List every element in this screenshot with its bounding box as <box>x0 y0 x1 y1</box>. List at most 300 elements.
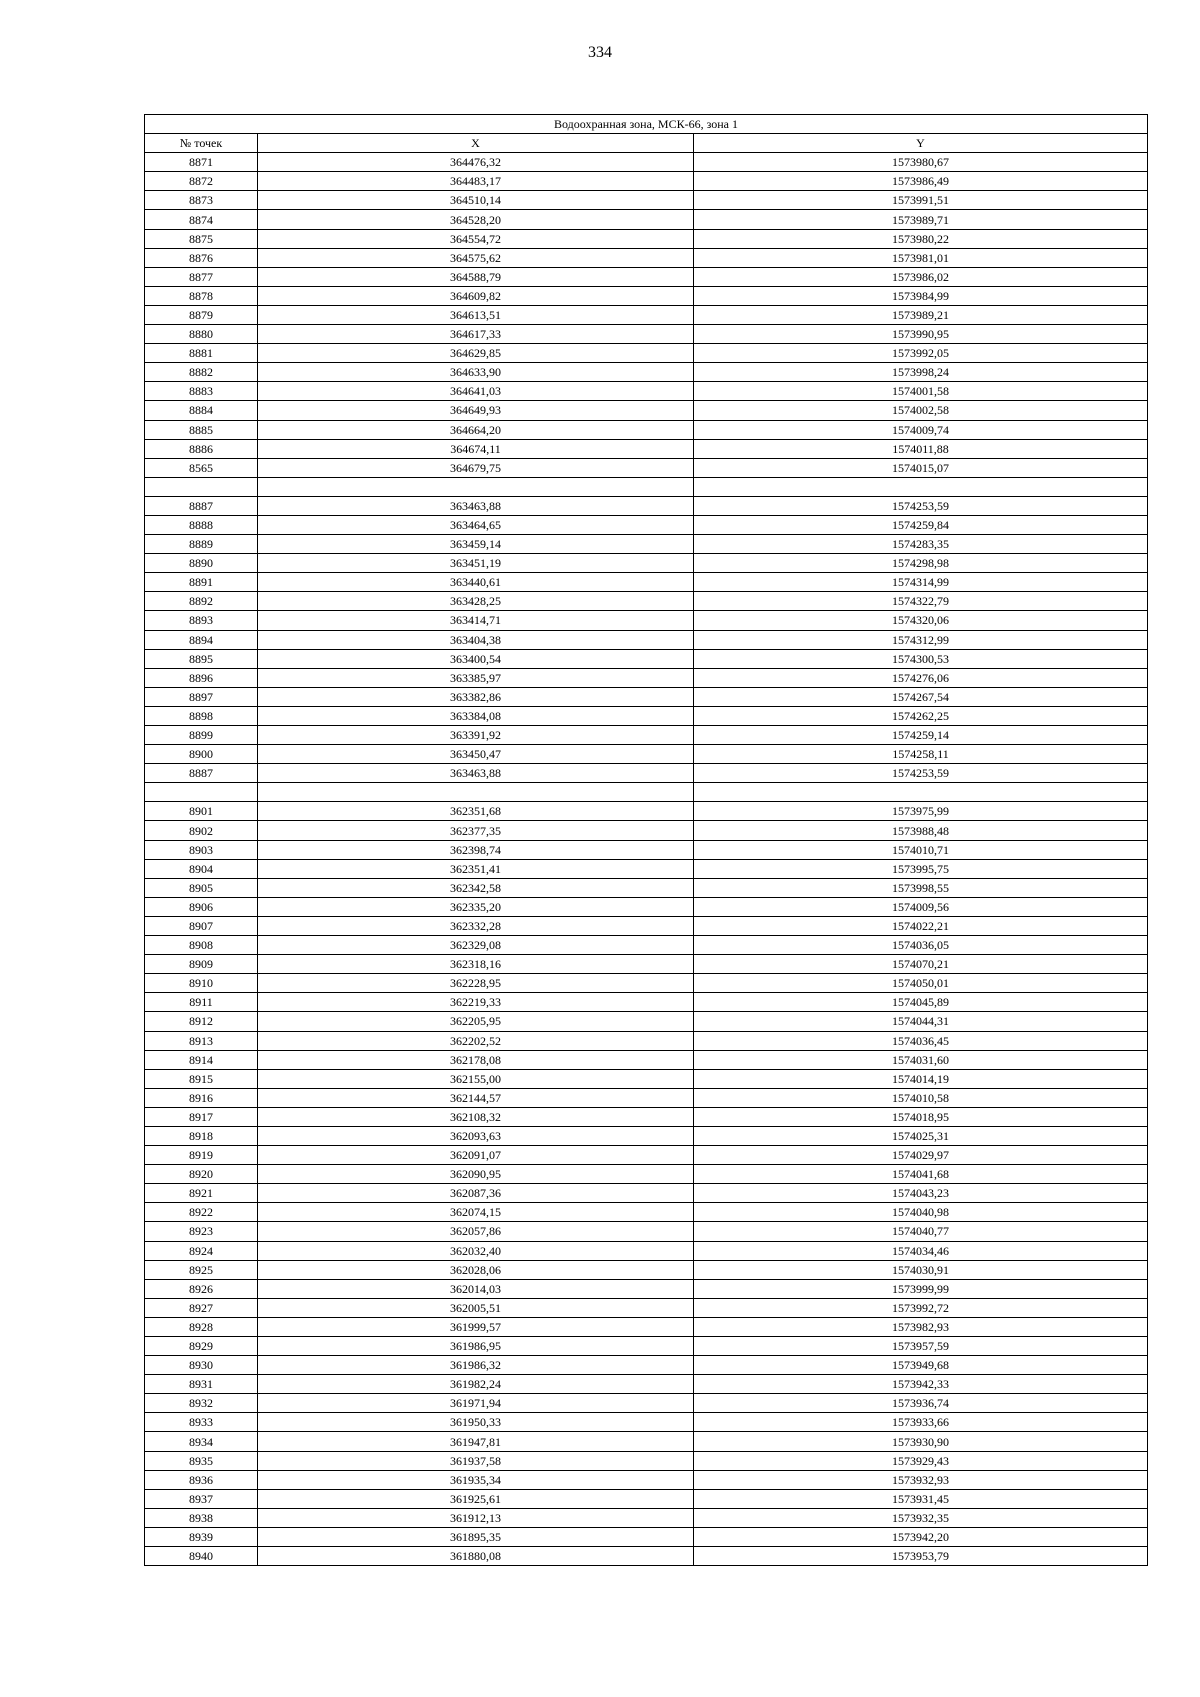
y-coordinate-cell: 1574262,25 <box>694 706 1148 725</box>
table-row <box>145 210 1148 229</box>
table-row <box>145 535 1148 554</box>
x-coordinate-cell: 364633,90 <box>258 363 694 382</box>
table-row <box>145 477 1148 496</box>
y-coordinate-cell: 1574314,99 <box>694 573 1148 592</box>
table-row <box>145 1337 1148 1356</box>
table-row <box>145 1356 1148 1375</box>
point-number-cell: 8916 <box>145 1088 258 1107</box>
x-coordinate-cell: 362202,52 <box>258 1031 694 1050</box>
table-row <box>145 955 1148 974</box>
table-row <box>145 1012 1148 1031</box>
x-coordinate-cell: 364629,85 <box>258 344 694 363</box>
y-coordinate-cell: 1573990,95 <box>694 325 1148 344</box>
x-coordinate-cell: 364613,51 <box>258 305 694 324</box>
x-coordinate-cell: 362335,20 <box>258 897 694 916</box>
table-row <box>145 554 1148 573</box>
table-row <box>145 286 1148 305</box>
y-coordinate-cell: 1573942,33 <box>694 1375 1148 1394</box>
y-coordinate-cell: 1574300,53 <box>694 649 1148 668</box>
x-coordinate-cell: 362178,08 <box>258 1050 694 1069</box>
table-row <box>145 840 1148 859</box>
x-coordinate-cell: 361935,34 <box>258 1470 694 1489</box>
y-coordinate-cell: 1573930,90 <box>694 1432 1148 1451</box>
table-row <box>145 1279 1148 1298</box>
x-coordinate-cell: 362219,33 <box>258 993 694 1012</box>
x-coordinate-cell: 363450,47 <box>258 745 694 764</box>
point-number-cell: 8881 <box>145 344 258 363</box>
x-coordinate-cell: 363414,71 <box>258 611 694 630</box>
y-coordinate-cell: 1573992,72 <box>694 1298 1148 1317</box>
column-header-x: X <box>258 134 694 153</box>
x-coordinate-cell <box>258 783 694 802</box>
x-coordinate-cell <box>258 477 694 496</box>
table-row <box>145 821 1148 840</box>
x-coordinate-cell: 362318,16 <box>258 955 694 974</box>
y-coordinate-cell: 1573933,66 <box>694 1413 1148 1432</box>
y-coordinate-cell: 1574267,54 <box>694 687 1148 706</box>
y-coordinate-cell: 1574010,71 <box>694 840 1148 859</box>
y-coordinate-cell: 1573988,48 <box>694 821 1148 840</box>
point-number-cell: 8905 <box>145 878 258 897</box>
y-coordinate-cell: 1573986,49 <box>694 172 1148 191</box>
x-coordinate-cell: 361947,81 <box>258 1432 694 1451</box>
y-coordinate-cell: 1573999,99 <box>694 1279 1148 1298</box>
x-coordinate-cell: 361895,35 <box>258 1527 694 1546</box>
y-coordinate-cell: 1574015,07 <box>694 458 1148 477</box>
x-coordinate-cell: 363440,61 <box>258 573 694 592</box>
x-coordinate-cell: 363382,86 <box>258 687 694 706</box>
x-coordinate-cell: 363463,88 <box>258 764 694 783</box>
table-row <box>145 878 1148 897</box>
point-number-cell: 8936 <box>145 1470 258 1489</box>
point-number-cell: 8879 <box>145 305 258 324</box>
x-coordinate-cell: 362228,95 <box>258 974 694 993</box>
x-coordinate-cell: 364617,33 <box>258 325 694 344</box>
point-number-cell: 8931 <box>145 1375 258 1394</box>
y-coordinate-cell: 1573953,79 <box>694 1547 1148 1566</box>
point-number-cell: 8912 <box>145 1012 258 1031</box>
point-number-cell: 8565 <box>145 458 258 477</box>
y-coordinate-cell: 1573998,55 <box>694 878 1148 897</box>
y-coordinate-cell <box>694 783 1148 802</box>
x-coordinate-cell: 364664,20 <box>258 420 694 439</box>
table-row <box>145 1317 1148 1336</box>
y-coordinate-cell: 1574036,05 <box>694 936 1148 955</box>
point-number-cell <box>145 477 258 496</box>
table-row <box>145 745 1148 764</box>
point-number-cell: 8883 <box>145 382 258 401</box>
y-coordinate-cell: 1574029,97 <box>694 1146 1148 1165</box>
table-row <box>145 1165 1148 1184</box>
x-coordinate-cell: 362014,03 <box>258 1279 694 1298</box>
x-coordinate-cell: 362087,36 <box>258 1184 694 1203</box>
y-coordinate-cell: 1574030,91 <box>694 1260 1148 1279</box>
y-coordinate-cell <box>694 477 1148 496</box>
point-number-cell: 8927 <box>145 1298 258 1317</box>
table-row <box>145 649 1148 668</box>
x-coordinate-cell: 364483,17 <box>258 172 694 191</box>
point-number-cell: 8913 <box>145 1031 258 1050</box>
table-row <box>145 1241 1148 1260</box>
x-coordinate-cell: 362342,58 <box>258 878 694 897</box>
point-number-cell <box>145 783 258 802</box>
y-coordinate-cell: 1573992,05 <box>694 344 1148 363</box>
y-coordinate-cell: 1574312,99 <box>694 630 1148 649</box>
x-coordinate-cell: 364554,72 <box>258 229 694 248</box>
y-coordinate-cell: 1574040,77 <box>694 1222 1148 1241</box>
table-row <box>145 764 1148 783</box>
table-row <box>145 783 1148 802</box>
y-coordinate-cell: 1573989,71 <box>694 210 1148 229</box>
table-row <box>145 802 1148 821</box>
y-coordinate-cell: 1573949,68 <box>694 1356 1148 1375</box>
y-coordinate-cell: 1574009,56 <box>694 897 1148 916</box>
y-coordinate-cell: 1574253,59 <box>694 764 1148 783</box>
x-coordinate-cell: 361925,61 <box>258 1489 694 1508</box>
point-number-cell: 8906 <box>145 897 258 916</box>
table-row <box>145 229 1148 248</box>
y-coordinate-cell: 1574011,88 <box>694 439 1148 458</box>
point-number-cell: 8933 <box>145 1413 258 1432</box>
column-header-point-number: № точек <box>145 134 258 153</box>
point-number-cell: 8880 <box>145 325 258 344</box>
x-coordinate-cell: 364679,75 <box>258 458 694 477</box>
x-coordinate-cell: 361986,32 <box>258 1356 694 1375</box>
x-coordinate-cell: 362377,35 <box>258 821 694 840</box>
x-coordinate-cell: 361912,13 <box>258 1508 694 1527</box>
x-coordinate-cell: 362351,68 <box>258 802 694 821</box>
point-number-cell: 8926 <box>145 1279 258 1298</box>
table-row <box>145 630 1148 649</box>
x-coordinate-cell: 362329,08 <box>258 936 694 955</box>
point-number-cell: 8914 <box>145 1050 258 1069</box>
table-row <box>145 687 1148 706</box>
x-coordinate-cell: 362028,06 <box>258 1260 694 1279</box>
table-title-row <box>145 115 1148 134</box>
table-row <box>145 1489 1148 1508</box>
y-coordinate-cell: 1574018,95 <box>694 1107 1148 1126</box>
x-coordinate-cell: 362091,07 <box>258 1146 694 1165</box>
x-coordinate-cell: 364575,62 <box>258 248 694 267</box>
y-coordinate-cell: 1574014,19 <box>694 1069 1148 1088</box>
y-coordinate-cell: 1573942,20 <box>694 1527 1148 1546</box>
table-row <box>145 172 1148 191</box>
table-row <box>145 974 1148 993</box>
point-number-cell: 8894 <box>145 630 258 649</box>
y-coordinate-cell: 1574253,59 <box>694 496 1148 515</box>
page-number: 334 <box>588 44 612 61</box>
table-row <box>145 1298 1148 1317</box>
x-coordinate-cell: 364528,20 <box>258 210 694 229</box>
y-coordinate-cell: 1574276,06 <box>694 668 1148 687</box>
table-row <box>145 859 1148 878</box>
point-number-cell: 8888 <box>145 515 258 534</box>
table-row <box>145 1394 1148 1413</box>
table-row <box>145 153 1148 172</box>
y-coordinate-cell: 1573929,43 <box>694 1451 1148 1470</box>
point-number-cell: 8929 <box>145 1337 258 1356</box>
table-row <box>145 344 1148 363</box>
y-coordinate-cell: 1574298,98 <box>694 554 1148 573</box>
x-coordinate-cell: 362398,74 <box>258 840 694 859</box>
x-coordinate-cell: 362057,86 <box>258 1222 694 1241</box>
point-number-cell: 8899 <box>145 726 258 745</box>
y-coordinate-cell: 1573975,99 <box>694 802 1148 821</box>
point-number-cell: 8874 <box>145 210 258 229</box>
table-row <box>145 1432 1148 1451</box>
point-number-cell: 8903 <box>145 840 258 859</box>
table-row <box>145 592 1148 611</box>
point-number-cell: 8889 <box>145 535 258 554</box>
y-coordinate-cell: 1574009,74 <box>694 420 1148 439</box>
point-number-cell: 8907 <box>145 916 258 935</box>
point-number-cell: 8882 <box>145 363 258 382</box>
point-number-cell: 8887 <box>145 496 258 515</box>
table-row <box>145 916 1148 935</box>
y-coordinate-cell: 1573957,59 <box>694 1337 1148 1356</box>
x-coordinate-cell: 364609,82 <box>258 286 694 305</box>
point-number-cell: 8891 <box>145 573 258 592</box>
y-coordinate-cell: 1574025,31 <box>694 1126 1148 1145</box>
table-row <box>145 458 1148 477</box>
table-row <box>145 1126 1148 1145</box>
table-row <box>145 706 1148 725</box>
point-number-cell: 8940 <box>145 1547 258 1566</box>
y-coordinate-cell: 1574022,21 <box>694 916 1148 935</box>
table-row <box>145 191 1148 210</box>
x-coordinate-cell: 363464,65 <box>258 515 694 534</box>
y-coordinate-cell: 1573986,02 <box>694 267 1148 286</box>
x-coordinate-cell: 364588,79 <box>258 267 694 286</box>
point-number-cell: 8878 <box>145 286 258 305</box>
x-coordinate-cell: 363428,25 <box>258 592 694 611</box>
x-coordinate-cell: 362351,41 <box>258 859 694 878</box>
y-coordinate-cell: 1573980,22 <box>694 229 1148 248</box>
point-number-cell: 8917 <box>145 1107 258 1126</box>
point-number-cell: 8930 <box>145 1356 258 1375</box>
point-number-cell: 8915 <box>145 1069 258 1088</box>
point-number-cell: 8938 <box>145 1508 258 1527</box>
table-row <box>145 305 1148 324</box>
x-coordinate-cell: 364476,32 <box>258 153 694 172</box>
table-row <box>145 573 1148 592</box>
x-coordinate-cell: 363400,54 <box>258 649 694 668</box>
point-number-cell: 8897 <box>145 687 258 706</box>
x-coordinate-cell: 363385,97 <box>258 668 694 687</box>
table-row <box>145 1050 1148 1069</box>
table-row <box>145 1184 1148 1203</box>
point-number-cell: 8885 <box>145 420 258 439</box>
x-coordinate-cell: 361950,33 <box>258 1413 694 1432</box>
table-row <box>145 993 1148 1012</box>
point-number-cell: 8928 <box>145 1317 258 1336</box>
x-coordinate-cell: 363404,38 <box>258 630 694 649</box>
table-row <box>145 363 1148 382</box>
point-number-cell: 8900 <box>145 745 258 764</box>
point-number-cell: 8901 <box>145 802 258 821</box>
table-row <box>145 382 1148 401</box>
y-coordinate-cell: 1573980,67 <box>694 153 1148 172</box>
point-number-cell: 8896 <box>145 668 258 687</box>
point-number-cell: 8919 <box>145 1146 258 1165</box>
x-coordinate-cell: 362155,00 <box>258 1069 694 1088</box>
point-number-cell: 8934 <box>145 1432 258 1451</box>
y-coordinate-cell: 1574002,58 <box>694 401 1148 420</box>
point-number-cell: 8895 <box>145 649 258 668</box>
x-coordinate-cell: 361971,94 <box>258 1394 694 1413</box>
point-number-cell: 8939 <box>145 1527 258 1546</box>
point-number-cell: 8918 <box>145 1126 258 1145</box>
table-row <box>145 1031 1148 1050</box>
table-row <box>145 1069 1148 1088</box>
table-header-row <box>145 134 1148 153</box>
y-coordinate-cell: 1574043,23 <box>694 1184 1148 1203</box>
table-row <box>145 515 1148 534</box>
y-coordinate-cell: 1574258,11 <box>694 745 1148 764</box>
x-coordinate-cell: 362093,63 <box>258 1126 694 1145</box>
table-row <box>145 420 1148 439</box>
x-coordinate-cell: 362032,40 <box>258 1241 694 1260</box>
x-coordinate-cell: 364649,93 <box>258 401 694 420</box>
table-body <box>145 153 1148 1566</box>
point-number-cell: 8921 <box>145 1184 258 1203</box>
point-number-cell: 8886 <box>145 439 258 458</box>
x-coordinate-cell: 362074,15 <box>258 1203 694 1222</box>
table-row <box>145 439 1148 458</box>
y-coordinate-cell: 1574283,35 <box>694 535 1148 554</box>
table-row <box>145 267 1148 286</box>
point-number-cell: 8937 <box>145 1489 258 1508</box>
point-number-cell: 8871 <box>145 153 258 172</box>
point-number-cell: 8877 <box>145 267 258 286</box>
point-number-cell: 8887 <box>145 764 258 783</box>
table-row <box>145 1375 1148 1394</box>
y-coordinate-cell: 1573981,01 <box>694 248 1148 267</box>
point-number-cell: 8884 <box>145 401 258 420</box>
point-number-cell: 8893 <box>145 611 258 630</box>
y-coordinate-cell: 1574320,06 <box>694 611 1148 630</box>
table-row <box>145 1260 1148 1279</box>
y-coordinate-cell: 1574050,01 <box>694 974 1148 993</box>
point-number-cell: 8925 <box>145 1260 258 1279</box>
y-coordinate-cell: 1573936,74 <box>694 1394 1148 1413</box>
y-coordinate-cell: 1574045,89 <box>694 993 1148 1012</box>
x-coordinate-cell: 364510,14 <box>258 191 694 210</box>
point-number-cell: 8910 <box>145 974 258 993</box>
y-coordinate-cell: 1574034,46 <box>694 1241 1148 1260</box>
x-coordinate-cell: 364641,03 <box>258 382 694 401</box>
y-coordinate-cell: 1573991,51 <box>694 191 1148 210</box>
x-coordinate-cell: 361986,95 <box>258 1337 694 1356</box>
x-coordinate-cell: 361982,24 <box>258 1375 694 1394</box>
y-coordinate-cell: 1574001,58 <box>694 382 1148 401</box>
coordinates-table <box>144 114 1148 1566</box>
x-coordinate-cell: 361999,57 <box>258 1317 694 1336</box>
point-number-cell: 8922 <box>145 1203 258 1222</box>
point-number-cell: 8935 <box>145 1451 258 1470</box>
x-coordinate-cell: 363391,92 <box>258 726 694 745</box>
y-coordinate-cell: 1573995,75 <box>694 859 1148 878</box>
table-row <box>145 496 1148 515</box>
y-coordinate-cell: 1574070,21 <box>694 955 1148 974</box>
point-number-cell: 8875 <box>145 229 258 248</box>
y-coordinate-cell: 1573931,45 <box>694 1489 1148 1508</box>
point-number-cell: 8924 <box>145 1241 258 1260</box>
table-row <box>145 1547 1148 1566</box>
y-coordinate-cell: 1573989,21 <box>694 305 1148 324</box>
y-coordinate-cell: 1574036,45 <box>694 1031 1148 1050</box>
y-coordinate-cell: 1573998,24 <box>694 363 1148 382</box>
point-number-cell: 8904 <box>145 859 258 878</box>
point-number-cell: 8911 <box>145 993 258 1012</box>
table-row <box>145 897 1148 916</box>
x-coordinate-cell: 363463,88 <box>258 496 694 515</box>
y-coordinate-cell: 1574010,58 <box>694 1088 1148 1107</box>
table-row <box>145 1527 1148 1546</box>
x-coordinate-cell: 363459,14 <box>258 535 694 554</box>
y-coordinate-cell: 1574044,31 <box>694 1012 1148 1031</box>
table-row <box>145 1470 1148 1489</box>
column-header-y: Y <box>694 134 1148 153</box>
point-number-cell: 8890 <box>145 554 258 573</box>
y-coordinate-cell: 1573982,93 <box>694 1317 1148 1336</box>
table-row <box>145 401 1148 420</box>
x-coordinate-cell: 363384,08 <box>258 706 694 725</box>
point-number-cell: 8932 <box>145 1394 258 1413</box>
table-row <box>145 936 1148 955</box>
point-number-cell: 8892 <box>145 592 258 611</box>
y-coordinate-cell: 1574322,79 <box>694 592 1148 611</box>
y-coordinate-cell: 1573932,93 <box>694 1470 1148 1489</box>
y-coordinate-cell: 1574040,98 <box>694 1203 1148 1222</box>
x-coordinate-cell: 362005,51 <box>258 1298 694 1317</box>
point-number-cell: 8873 <box>145 191 258 210</box>
x-coordinate-cell: 361880,08 <box>258 1547 694 1566</box>
table-row <box>145 1107 1148 1126</box>
point-number-cell: 8876 <box>145 248 258 267</box>
y-coordinate-cell: 1574259,84 <box>694 515 1148 534</box>
x-coordinate-cell: 362205,95 <box>258 1012 694 1031</box>
point-number-cell: 8908 <box>145 936 258 955</box>
x-coordinate-cell: 362144,57 <box>258 1088 694 1107</box>
point-number-cell: 8872 <box>145 172 258 191</box>
table-row <box>145 668 1148 687</box>
table-row <box>145 1508 1148 1527</box>
table-row <box>145 1088 1148 1107</box>
x-coordinate-cell: 362090,95 <box>258 1165 694 1184</box>
y-coordinate-cell: 1574041,68 <box>694 1165 1148 1184</box>
table-row <box>145 611 1148 630</box>
y-coordinate-cell: 1573984,99 <box>694 286 1148 305</box>
table-title: Водоохранная зона, МСК-66, зона 1 <box>145 115 1148 134</box>
table-row <box>145 1222 1148 1241</box>
x-coordinate-cell: 362108,32 <box>258 1107 694 1126</box>
table-row <box>145 1451 1148 1470</box>
x-coordinate-cell: 363451,19 <box>258 554 694 573</box>
point-number-cell: 8898 <box>145 706 258 725</box>
table-row <box>145 1146 1148 1165</box>
point-number-cell: 8902 <box>145 821 258 840</box>
x-coordinate-cell: 361937,58 <box>258 1451 694 1470</box>
x-coordinate-cell: 362332,28 <box>258 916 694 935</box>
point-number-cell: 8923 <box>145 1222 258 1241</box>
table-row <box>145 248 1148 267</box>
point-number-cell: 8920 <box>145 1165 258 1184</box>
point-number-cell: 8909 <box>145 955 258 974</box>
x-coordinate-cell: 364674,11 <box>258 439 694 458</box>
table-row <box>145 325 1148 344</box>
table-row <box>145 1203 1148 1222</box>
